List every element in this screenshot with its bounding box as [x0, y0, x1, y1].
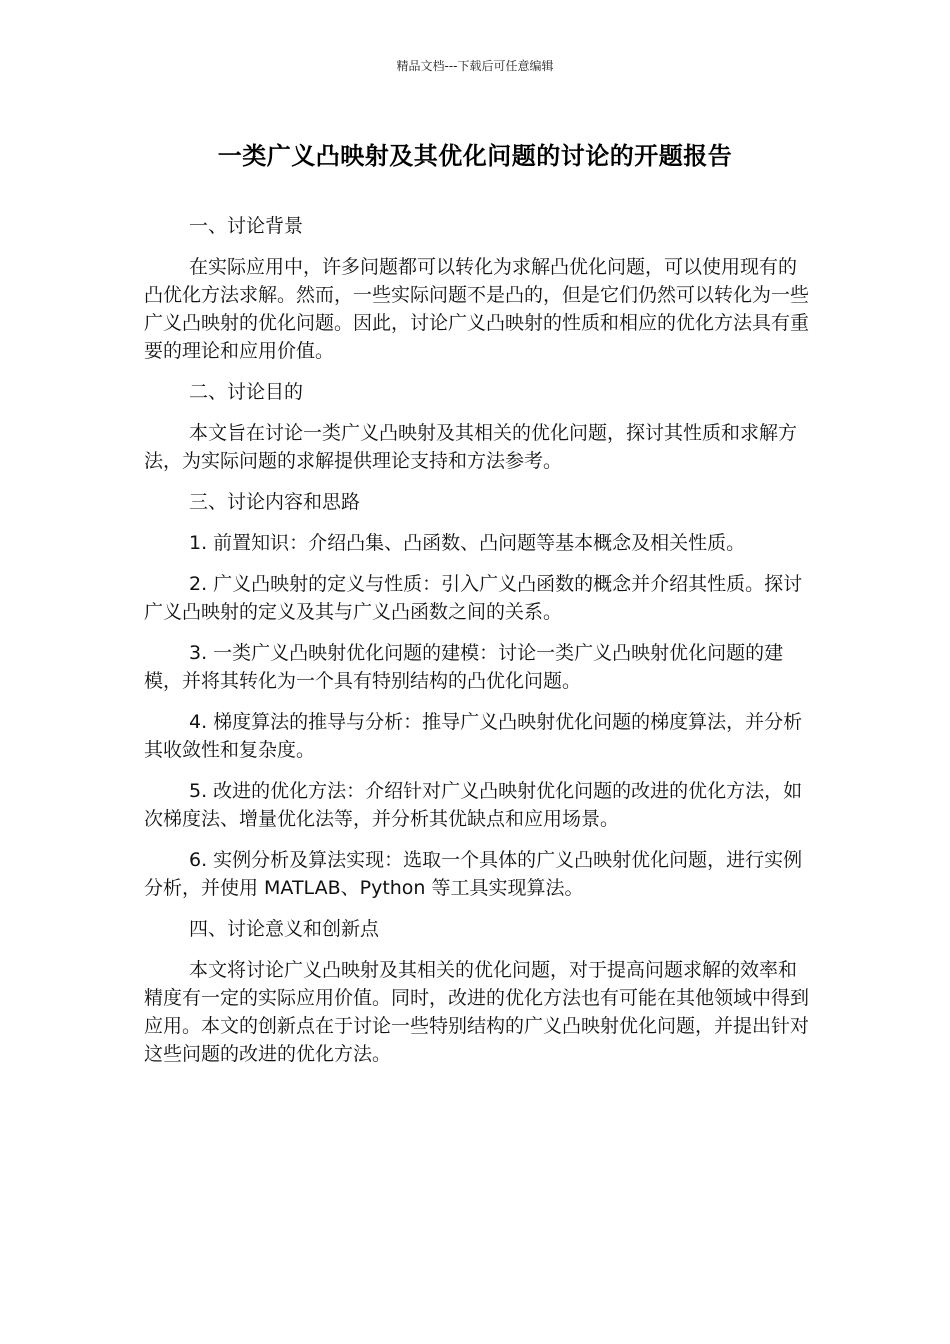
header-note: 精品文档---下载后可任意编辑	[396, 59, 554, 73]
list-item-5: 5. 改进的优化方法：介绍针对广义凸映射优化问题的改进的优化方法，如次梯度法、增量优化法等，并分析其优缺点和应用场景。	[144, 780, 803, 830]
section-heading-purpose: 二、讨论目的	[189, 381, 304, 403]
document-title: 一类广义凸映射及其优化问题的讨论的开题报告	[217, 142, 733, 170]
list-item-3: 3. 一类广义凸映射优化问题的建模：讨论一类广义凸映射优化问题的建模，并将其转化为一个具有特别结构的凸优化问题。	[144, 642, 784, 692]
list-item-4: 4. 梯度算法的推导与分析：推导广义凸映射优化问题的梯度算法，并分析其收敛性和复杂度。	[144, 711, 803, 761]
list-item-2: 2. 广义凸映射的定义与性质：引入广义凸函数的概念并介绍其性质。探讨广义凸映射的定义及其与广义凸函数之间的关系。	[144, 573, 803, 623]
section-heading-significance: 四、讨论意义和创新点	[189, 918, 380, 940]
section-heading-content: 三、讨论内容和思路	[189, 491, 361, 513]
paragraph-background: 在实际应用中，许多问题都可以转化为求解凸优化问题，可以使用现有的凸优化方法求解。然而，一些实际问题不是凸的，但是它们仍然可以转化为一些广义凸映射的优化问题。因此，讨论广义凸映射的性质和相应的优化方法具有重要的理论和应用价值。	[144, 256, 810, 362]
document-body	[144, 212, 814, 1081]
list-item-6: 6. 实例分析及算法实现：选取一个具体的广义凸映射优化问题，进行实例分析，并使用 MATLAB、Python 等工具实现算法。	[144, 849, 803, 899]
paragraph-purpose: 本文旨在讨论一类广义凸映射及其相关的优化问题，探讨其性质和求解方法，为实际问题的求解提供理论支持和方法参考。	[144, 422, 798, 472]
list-item-1: 1. 前置知识：介绍凸集、凸函数、凸问题等基本概念及相关性质。	[189, 532, 746, 554]
section-heading-background: 一、讨论背景	[189, 215, 304, 237]
paragraph-significance: 本文将讨论广义凸映射及其相关的优化问题，对于提高问题求解的效率和精度有一定的实际应用价值。同时，改进的优化方法也有可能在其他领域中得到应用。本文的创新点在于讨论一些特别结构的广义凸映射优化问题，并提出针对这些问题的改进的优化方法。	[144, 959, 810, 1065]
